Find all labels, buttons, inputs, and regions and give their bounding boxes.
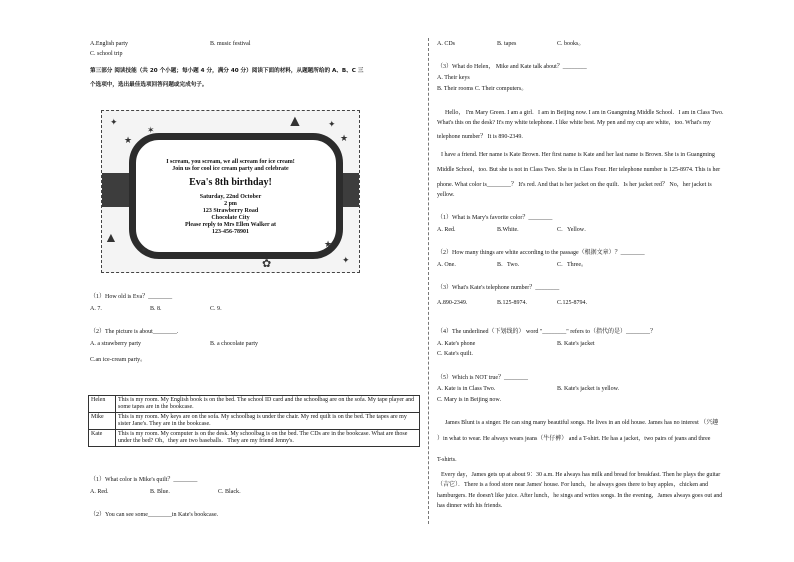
passage-line: I have a friend. Her name is Kate Brown. Her first name is Kate and her last name is Brown. She is in Guangming <box>441 152 715 158</box>
question-stem: （2）The picture is about________. <box>90 329 179 335</box>
person-name: Helen <box>89 396 116 413</box>
question-stem: （4）The underlined（下划线的） word "________" refers to（指代的是）________？ <box>437 329 657 335</box>
passage-line: has dinner with his friends. <box>437 503 503 509</box>
question-stem: （1）How old is Eva？________ <box>90 294 173 300</box>
option-c: C. Black． <box>218 489 245 495</box>
option-c: C. 9． <box>210 306 227 312</box>
star-icon: ✦ <box>110 117 118 127</box>
question-stem: （1）What color is Mike's quilt？________ <box>90 477 198 483</box>
star-icon: ✶ <box>140 245 148 255</box>
invitation-card <box>101 110 360 273</box>
option-a: A. Red. <box>90 489 109 495</box>
star-icon: ✶ <box>147 125 155 135</box>
card-line: Please reply to Mrs Ellen Walker at <box>185 222 276 228</box>
passage-line: What's this on the desk? It's my white telephone. I like white best. My pen and my cup are white，too. What's my <box>437 120 711 126</box>
option-c: C．Three。 <box>557 262 587 268</box>
option-b: B. 8. <box>150 306 162 312</box>
option-b: B. a chocolate party <box>210 341 258 347</box>
card-line: Chocolate City <box>211 215 250 221</box>
passage-line: phone. What color is________？ It's red. And that is her jacket on the quilt．Is her jacket red？ No，her jacket is <box>437 182 712 188</box>
star-icon: ✦ <box>342 255 350 265</box>
party-hat-icon: ▲ <box>287 113 303 130</box>
star-icon: ★ <box>124 135 133 145</box>
card-line: Saturday, 22nd October <box>199 194 262 200</box>
passage-line: Every day，James gets up at about 9：30 a.m. He always has milk and bread for breakfast. Then he plays the guitar <box>441 472 721 478</box>
card-line: Join us for cool ice cream party and celebrate <box>172 166 289 172</box>
option-c: C. Kate's quilt． <box>437 351 478 357</box>
card-line: I scream, you scream, we all scream for ice cream! <box>166 159 295 165</box>
option-a: A. Their keys <box>437 75 470 81</box>
question-stem: （3）What's Kate's telephone number？________ <box>437 285 560 291</box>
option-b: B. Kate's jacket <box>557 341 595 347</box>
question-stem: （2）How many things are white according to the passage（根据文章）？________ <box>437 250 645 256</box>
option-a: A.English party <box>90 41 128 47</box>
star-icon: ★ <box>324 239 333 249</box>
option-b: B. tapes <box>497 41 517 47</box>
option-c: C. school trip <box>90 51 123 57</box>
passage-line: yellow. <box>437 192 455 198</box>
option-b: B．Two. <box>497 262 520 268</box>
option-b: B.125-8974. <box>497 300 527 306</box>
question-stem: （3）What do Helen， Mike and Kate talk about？________ <box>437 64 587 70</box>
option-a: A. Kate is in Class Two. <box>437 386 496 392</box>
option-b: B.White. <box>497 227 519 233</box>
option-a: A. Kate's phone <box>437 341 476 347</box>
option-c: C.an ice-cream party。 <box>90 357 147 363</box>
table-row <box>89 430 420 447</box>
card-line: 2 pm <box>224 201 237 207</box>
star-icon: ✦ <box>328 119 336 129</box>
option-c: C. Mary is in Beijing now． <box>437 397 506 403</box>
passage-line: James Blunt is a singer. He can sing many beautiful songs. He lives in an old house. James has no interest （兴趣 <box>445 420 719 426</box>
card-line: 123 Strawberry Road <box>202 208 259 214</box>
passage-line: telephone number？ It is 890-2349. <box>437 134 523 140</box>
party-hat-icon: ▲ <box>104 231 118 246</box>
passage-line: Hello， I'm Mary Green. I am a girl．I am in Beijing now. I am in Guangming Middle School．I am in Class Two. <box>445 110 724 116</box>
section-header-cont: 个选项中，选出最佳选项回答问题或完成句子。 <box>90 82 208 88</box>
column-divider <box>428 38 429 524</box>
table-row <box>89 413 420 430</box>
person-text: This is my room. My computer is on the desk. My schoolbag is on the bed. The CDs are in the bookcase. What are those under the bed? Oh，they are two baseballs．They are my friend Jenny's. <box>116 430 420 447</box>
person-name: Kate <box>89 430 116 447</box>
option-c: C. books。 <box>557 41 585 47</box>
passage-line: T-shirts. <box>437 457 457 463</box>
person-name: Mike <box>89 413 116 430</box>
option-b: B. Blue. <box>150 489 170 495</box>
passage-line: Middle School，too. But she is not in Class Two. She is in Class Four. Her telephone number is 125-8974. This is her <box>437 167 721 173</box>
option-a: A. a strawberry party <box>90 341 141 347</box>
option-b: B. Their rooms C. Their computers。 <box>437 86 528 92</box>
passage-line: ）in what to wear. He always wears jeans（牛仔裤） and a T-shirt. He has a jacket，two pairs of jeans and three <box>437 436 711 442</box>
option-a: A. CDs <box>437 41 456 47</box>
question-stem: （2）You can see some________in Kate's bookcase. <box>90 512 219 518</box>
passage-line: hamburgers. He doesn't like juice. After lunch，he sings and writes songs. In the evening，James always goes out and <box>437 493 723 499</box>
option-c: C．Yellow． <box>557 227 591 233</box>
option-a: A. Red. <box>437 227 456 233</box>
option-c: C.125-8794． <box>557 300 592 306</box>
table-row <box>89 396 420 413</box>
person-text: This is my room. My English book is on the bed. The school ID card and the schoolbag are on the sofa. My tape player and some tapes are in the bookcase. <box>116 396 420 413</box>
person-text: This is my room. My keys are on the sofa. My schoolbag is under the chair. My red quilt is on the bed. The tapes are my sister Jane's. They are in the bookcase. <box>116 413 420 430</box>
star-icon: ★ <box>340 133 349 143</box>
option-a: A. 7. <box>90 306 102 312</box>
section-header: 第三部分 阅读技能（共 20 个小题；每小题 4 分，满分 40 分）阅读下面的材料，从题题所给的 A、B、C 三 <box>90 68 364 74</box>
question-stem: （5）Which is NOT true？________ <box>437 375 529 381</box>
option-a: A.890-2349. <box>437 300 468 306</box>
option-a: A. One. <box>437 262 456 268</box>
passage-line: （吉它）．There is a food store near James' house. For lunch，he always goes there to buy apples，chicken and <box>437 482 709 488</box>
card-title: Eva's 8th birthday! <box>189 177 272 188</box>
option-b: B. music festival <box>210 41 251 47</box>
question-stem: （1）What is Mary's favorite color？________ <box>437 215 553 221</box>
card-line: 123-456-78901 <box>212 229 249 235</box>
room-descriptions-table <box>88 395 420 447</box>
option-b: B. Kate's jacket is yellow. <box>557 386 620 392</box>
gift-icon: ✿ <box>262 258 272 270</box>
